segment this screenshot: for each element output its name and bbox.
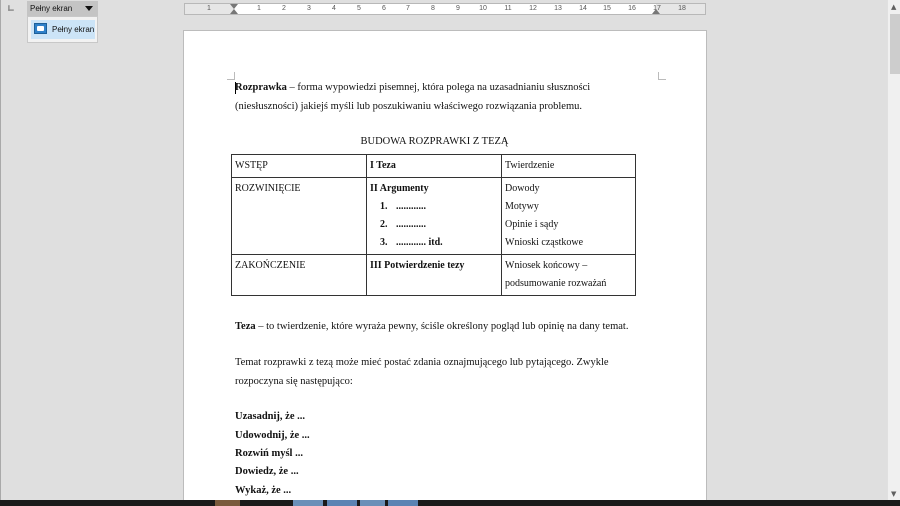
- item-number: 1.: [380, 201, 388, 212]
- table-row: [232, 178, 636, 255]
- part-heading: II Argumenty: [370, 183, 429, 194]
- margin-corner-mark: [658, 72, 666, 80]
- content-line: Motywy: [505, 201, 539, 212]
- content-line: Wnioski cząstkowe: [505, 237, 584, 248]
- ruler-label: 18: [678, 5, 686, 12]
- ruler-label: 5: [357, 5, 361, 12]
- ruler-label: 15: [603, 5, 611, 12]
- term-rozprawka: Rozprawka: [235, 82, 287, 93]
- section-cell: ZAKOŃCZENIE: [232, 255, 367, 296]
- document-page[interactable]: [183, 30, 707, 506]
- table-row: [232, 255, 636, 296]
- taskbar-item[interactable]: [327, 500, 357, 506]
- item-text: ............ itd.: [396, 237, 443, 248]
- item-text: ............: [396, 219, 426, 230]
- taskbar-item[interactable]: [360, 500, 385, 506]
- ruler-label: 2: [282, 5, 286, 12]
- margin-corner-mark: [227, 72, 235, 80]
- item-text: ............: [396, 201, 426, 212]
- item-number: 3.: [380, 237, 388, 248]
- content-line: podsumowanie rozważań: [505, 278, 607, 289]
- content-cell: [502, 255, 636, 296]
- section-cell: WSTĘP: [232, 155, 367, 178]
- phrase-item: Uzasadnij, że ...: [235, 411, 305, 422]
- argument-item: [370, 198, 498, 216]
- content-line: Opinie i sądy: [505, 219, 559, 230]
- phrase-item: Udowodnij, że ...: [235, 430, 310, 441]
- topic-paragraph-line2: rozpoczyna się następująco:: [235, 376, 353, 387]
- scroll-up-icon[interactable]: ▲: [891, 3, 897, 11]
- taskbar-item[interactable]: [388, 500, 418, 506]
- taskbar-item[interactable]: [293, 500, 323, 506]
- part-cell: III Potwierdzenie tezy: [367, 255, 502, 296]
- ruler-label: 3: [307, 5, 311, 12]
- section-cell: ROZWINIĘCIE: [232, 178, 367, 255]
- view-mode-dropdown[interactable]: [27, 1, 98, 16]
- ruler-label: 11: [504, 5, 512, 12]
- taskbar-strip: [0, 500, 900, 506]
- table-row: [232, 155, 636, 178]
- ruler-label: 1: [257, 5, 261, 12]
- ruler-label: 14: [579, 5, 587, 12]
- intro-paragraph-line2: (niesłuszności) jakiejś myśli lub poszukiwaniu właściwego rozwiązania problemu.: [235, 101, 582, 112]
- content-line: Wniosek końcowy –: [505, 260, 588, 271]
- ruler-label: 4: [332, 5, 336, 12]
- scroll-down-icon[interactable]: ▼: [891, 490, 897, 498]
- essay-structure-table: [231, 154, 636, 296]
- taskbar-item[interactable]: [215, 500, 240, 506]
- ruler-label: 6: [382, 5, 386, 12]
- intro-paragraph-line1: [235, 82, 590, 94]
- scrollbar-thumb[interactable]: [890, 14, 900, 74]
- ruler-label: 10: [479, 5, 487, 12]
- ruler-label: 8: [431, 5, 435, 12]
- ruler-label: 9: [456, 5, 460, 12]
- intro-text: – forma wypowiedzi pisemnej, która polega na uzasadnianiu słuszności: [286, 82, 591, 93]
- content-line: Dowody: [505, 183, 540, 194]
- part-cell: I Teza: [367, 155, 502, 178]
- right-indent-marker[interactable]: [652, 9, 660, 14]
- table-title: BUDOWA ROZPRAWKI Z TEZĄ: [360, 136, 509, 147]
- horizontal-ruler[interactable]: [184, 3, 706, 15]
- dropdown-arrow-icon: [85, 6, 93, 11]
- item-number: 2.: [380, 219, 388, 230]
- ruler-label: 12: [529, 5, 537, 12]
- topic-paragraph-line1: Temat rozprawki z tezą może mieć postać zdania oznajmującego lub pytającego. Zwykle: [235, 357, 609, 368]
- left-indent-marker[interactable]: [230, 9, 238, 14]
- thesis-paragraph: [235, 321, 628, 333]
- content-cell: Twierdzenie: [502, 155, 636, 178]
- argument-item: [370, 216, 498, 234]
- ruler-label: 16: [628, 5, 636, 12]
- ruler-label: 1: [207, 5, 211, 12]
- phrase-item: Rozwiń myśl ...: [235, 448, 303, 459]
- view-mode-menu: [27, 16, 98, 43]
- term-teza: Teza: [235, 321, 256, 332]
- argument-item: [370, 234, 498, 252]
- tab-stop-selector-icon[interactable]: [8, 5, 14, 11]
- phrase-item: Wykaż, że ...: [235, 485, 292, 496]
- ruler-label: 13: [554, 5, 562, 12]
- phrase-item: Dowiedz, że ...: [235, 466, 299, 477]
- thesis-text: – to twierdzenie, które wyraża pewny, ściśle określony pogląd lub opinię na dany temat.: [255, 321, 629, 332]
- ruler-label: 7: [406, 5, 410, 12]
- view-mode-selected-label: Pełny ekran: [30, 4, 73, 13]
- part-cell: [367, 178, 502, 255]
- fullscreen-icon: [34, 23, 47, 34]
- menu-item-full-screen[interactable]: [31, 20, 95, 39]
- ruler-label: 17: [653, 5, 661, 12]
- vertical-scrollbar[interactable]: [887, 0, 900, 500]
- menu-item-label: Pełny ekran: [52, 25, 95, 34]
- content-cell: [502, 178, 636, 255]
